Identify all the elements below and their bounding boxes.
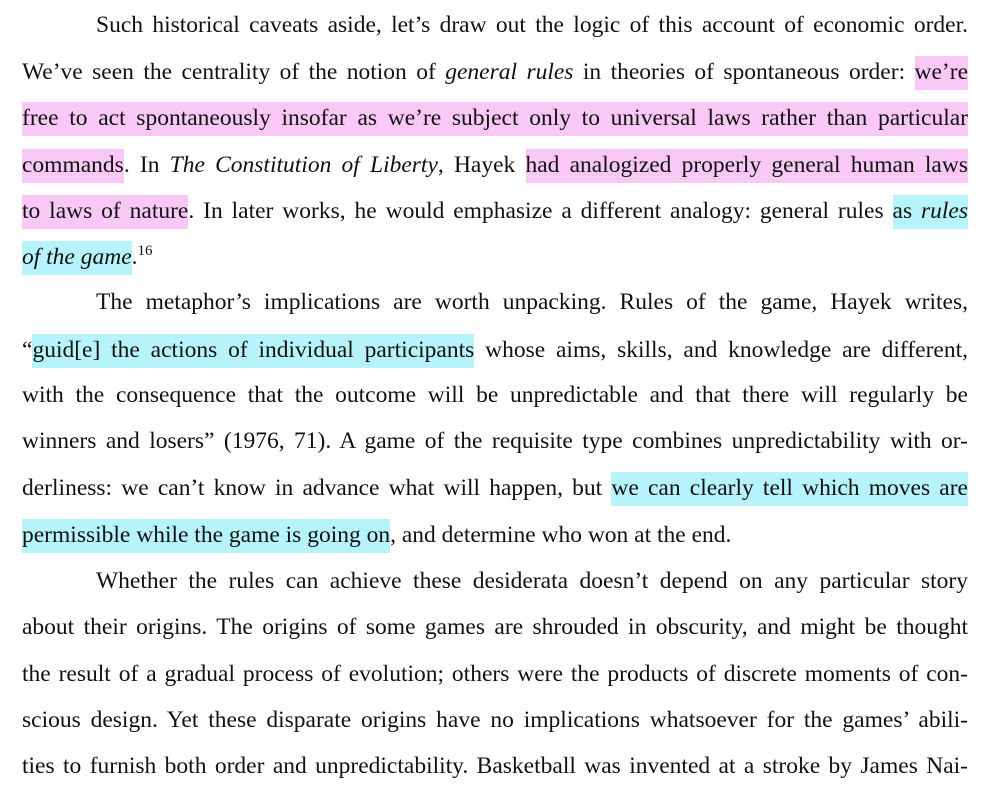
emphasis-text: general rules [445, 59, 574, 85]
text-run: Whether the rules can achieve these desiderata doesn’t depend on any particular story [96, 568, 968, 594]
text-run: in theories of spontaneous order: [573, 59, 915, 85]
text-line [96, 285, 968, 319]
highlight-pink: we’re [915, 56, 968, 90]
text-run: derliness: we can’t know in advance what will happen, but [22, 475, 612, 501]
text-run: , Hayek [437, 152, 526, 178]
highlight-pink: free to act spontaneously insofar as we’re subject only to universal laws rather than particular [22, 102, 968, 136]
highlight-cyan: permissible while the game is going on [22, 519, 390, 553]
text-run: We’ve seen the centrality of the notion of [22, 59, 446, 85]
text-run: ties to furnish both order and unpredictability. Basketball was invented at a stroke by James Nai- [22, 753, 968, 779]
text-line [22, 333, 968, 367]
text-line [22, 240, 153, 274]
text-line [22, 378, 968, 412]
text-line [22, 518, 731, 552]
text-run: as [892, 198, 921, 224]
highlight-cyan: guid[e] the actions of individual participants [32, 334, 474, 368]
text-run: the result of a gradual process of evolution; others were the products of discrete moments of con- [22, 661, 968, 687]
text-line [22, 55, 968, 89]
text-run: . [131, 244, 138, 270]
text-line [22, 610, 968, 644]
text-run: . In [123, 152, 170, 178]
highlight-cyan: of the game [22, 241, 132, 275]
text-run: whose aims, skills, and knowledge are different, [474, 337, 968, 363]
text-run: . In later works, he would emphasize a different analogy: general rules [188, 198, 893, 224]
text-run: Such historical caveats aside, let’s draw out the logic of this account of economic order. [96, 12, 968, 38]
footnote-marker: 16 [137, 243, 153, 259]
text-run: The metaphor’s implications are worth unpacking. Rules of the game, Hayek writes, [96, 289, 968, 315]
text-line [22, 101, 968, 135]
text-line [22, 703, 968, 737]
highlight-cyan [893, 195, 968, 229]
text-line [22, 194, 968, 228]
highlight-pink: to laws of nature [22, 195, 188, 229]
text-run: , and determine who won at the end. [390, 522, 732, 548]
highlight-pink: had analogized properly general human laws [526, 149, 968, 183]
text-run: scious design. Yet these disparate origins have no implications whatsoever for the games’ abili- [22, 707, 968, 733]
text-line [22, 749, 968, 783]
text-line [22, 471, 968, 505]
text-run: winners and losers” (1976, 71). A game of the requisite type combines unpredictability with or- [22, 428, 968, 454]
highlight-cyan: we can clearly tell which moves are [611, 472, 968, 506]
highlight-pink: commands [22, 149, 124, 183]
book-title: The Constitution of Liberty [169, 152, 438, 178]
text-run: “ [22, 337, 33, 363]
text-line [22, 148, 968, 182]
text-line [96, 564, 968, 598]
text-run: with the consequence that the outcome will be unpredictable and that there will regularly be [22, 382, 968, 408]
text-run: about their origins. The origins of some games are shrouded in obscurity, and might be thought [22, 614, 968, 640]
text-line [22, 657, 968, 691]
emphasis-text: rules [921, 198, 968, 224]
text-line [22, 424, 968, 458]
text-line [96, 8, 968, 42]
